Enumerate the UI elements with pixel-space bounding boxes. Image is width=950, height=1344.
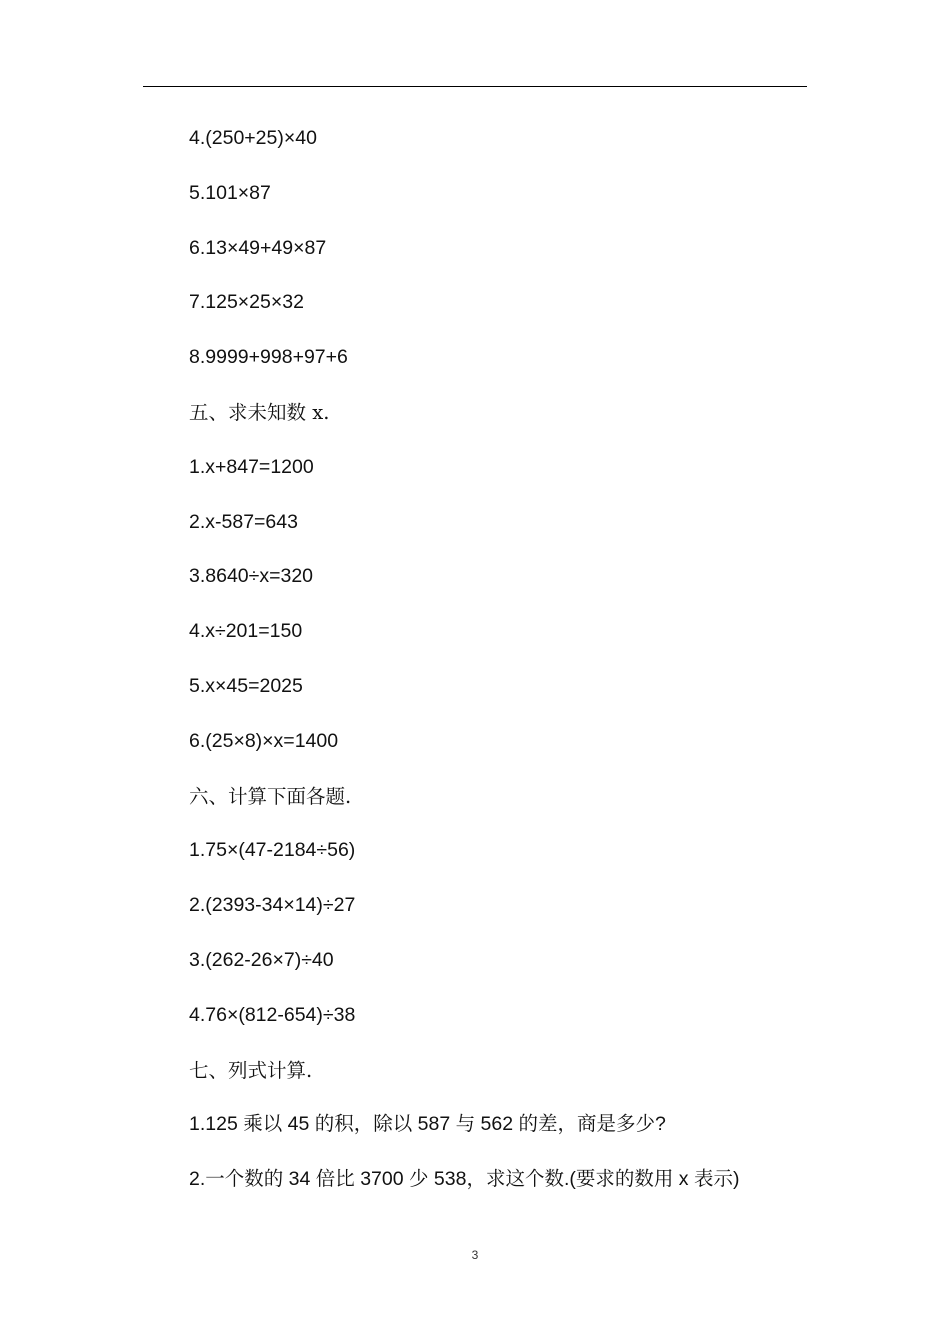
header-rule <box>143 86 807 87</box>
line-item: 4.76×(812-654)÷38 <box>189 1003 356 1026</box>
section-heading: 五、求未知数 x. <box>189 400 330 424</box>
line-item: 4.(250+25)×40 <box>189 127 317 149</box>
line-item: 3.(262-26×7)÷40 <box>189 948 334 971</box>
section-heading: 七、列式计算. <box>189 1058 313 1082</box>
line-item: 5.x×45=2025 <box>189 674 303 697</box>
line-item: 2.一个数的 34 倍比 3700 少 538，求这个数.(要求的数用 x 表示) <box>189 1168 740 1191</box>
line-item: 2.(2393-34×14)÷27 <box>189 894 356 917</box>
line-item: 6.(25×8)×x=1400 <box>189 729 339 752</box>
line-item: 8.9999+998+97+6 <box>189 346 348 369</box>
line-item: 1.125 乘以 45 的积，除以 587 与 562 的差，商是多少? <box>189 1113 666 1136</box>
line-item: 2.x-587=643 <box>189 510 298 533</box>
section-heading: 六、计算下面各题. <box>189 784 352 808</box>
page-number: 3 <box>471 1248 479 1262</box>
exercise-list <box>189 124 739 1220</box>
line-item: 1.x+847=1200 <box>189 455 314 478</box>
line-item: 3.8640÷x=320 <box>189 565 314 588</box>
line-item: 6.13×49+49×87 <box>189 236 327 259</box>
line-item: 7.125×25×32 <box>189 291 304 314</box>
line-item: 1.75×(47-2184÷56) <box>189 839 356 862</box>
line-item: 5.101×87 <box>189 181 271 204</box>
line-item: 4.x÷201=150 <box>189 620 303 643</box>
